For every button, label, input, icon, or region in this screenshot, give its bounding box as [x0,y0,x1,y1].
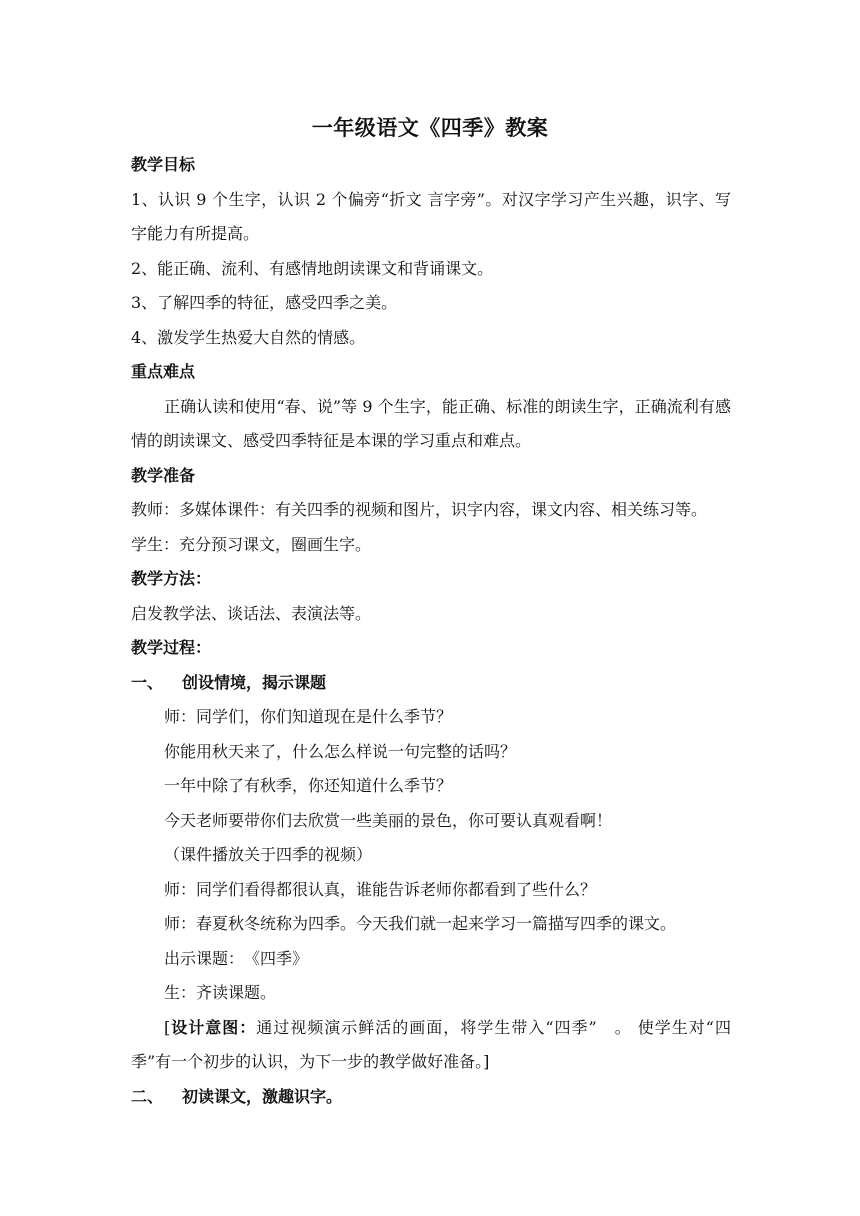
section-1-title: 创设情境，揭示课题 [182,672,327,692]
design-intent-paragraph [131,1011,731,1080]
methods-heading: 教学方法： [131,569,212,588]
process-line-9: 生：齐读课题。 [164,983,277,1002]
document-body [131,148,731,1114]
goal-item-2: 2、能正确、流利、有感情地朗读课文和背诵课文。 [131,258,494,278]
methods-text: 启发教学法、谈话法、表演法等。 [131,603,372,623]
process-line-6: 师：同学们看得都很认真，谁能告诉老师你都看到了些什么？ [164,879,597,899]
page-title: 一年级语文《四季》教案 [311,115,549,140]
preparation-heading: 教学准备 [131,465,196,485]
process-line-2: 你能用秋天来了，什么怎么样说一句完整的话吗？ [164,741,517,761]
section-1-heading [131,666,731,701]
goal-item-4: 4、激发学生热爱大自然的情感。 [131,327,366,347]
key-points-text: 正确认读和使用“春、说”等 9 个生字，能正确、标准的朗读生字，正确流利有感情的朗读课文、感受四季特征是本课的学习重点和难点。 [131,396,731,450]
design-intent-open-bracket: [ [164,1017,171,1037]
goal-item-1: 1、认识 9 个生字，认识 2 个偏旁“折文 言字旁”。对汉字学习产生兴趣，识字、写字能力有所提高。 [131,189,731,243]
process-line-7: 师：春夏秋冬统称为四季。今天我们就一起来学习一篇描写四季的课文。 [164,914,677,933]
goals-heading: 教学目标 [131,155,196,174]
section-2-title: 初读课文，激趣识字。 [182,1086,343,1106]
preparation-teacher: 教师：多媒体课件：有关四季的视频和图片，识字内容，课文内容、相关练习等。 [131,500,708,519]
process-line-5: （课件播放关于四季的视频） [164,845,373,864]
goal-item-3: 3、了解四季的特征，感受四季之美。 [131,293,398,312]
design-intent-text: 通过视频演示鲜活的画面，将学生带入“四季” 。 使学生对“四季”有一个初步的认识，为下一步的教学做好准备。] [131,1017,731,1071]
section-2-number: 二、 [131,1086,164,1106]
section-1-number: 一、 [131,672,164,692]
process-line-4: 今天老师要带你们去欣赏一些美丽的景色，你可要认真观看啊！ [164,810,613,830]
design-intent-label: 设计意图： [170,1017,257,1037]
process-line-8: 出示课题： 《四季》 [164,948,309,968]
key-points-heading: 重点难点 [131,362,196,381]
process-line-3: 一年中除了有秋季，你还知道什么季节？ [164,776,453,795]
process-heading: 教学过程： [131,638,212,657]
preparation-student: 学生：充分预习课文，圈画生字。 [131,534,372,554]
process-line-1: 师：同学们，你们知道现在是什么季节？ [164,707,453,726]
section-2-heading [131,1080,731,1115]
